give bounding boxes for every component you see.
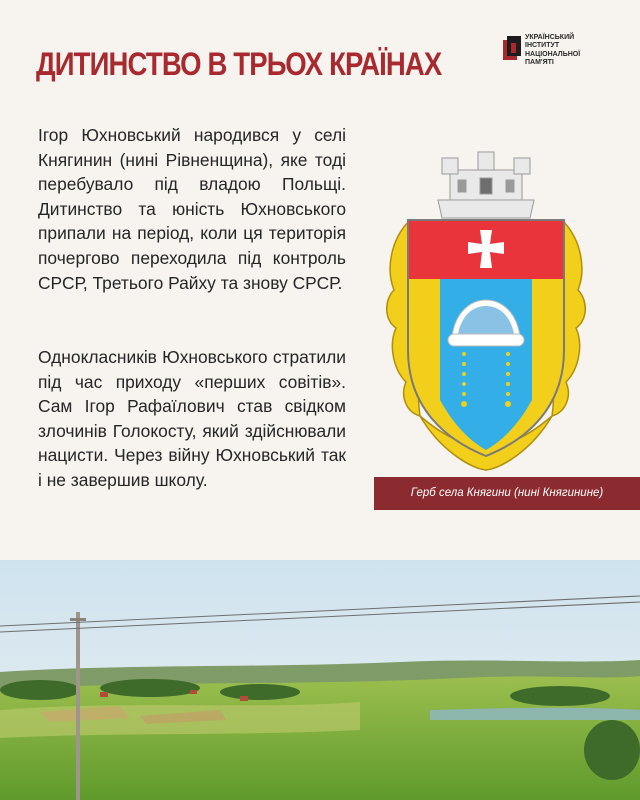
village-landscape-photo (0, 560, 640, 800)
institute-logo (503, 34, 613, 86)
logo-line: НАЦІОНАЛЬНОЇ (525, 50, 581, 58)
paragraph-war: Однокласників Юхновського стратили під час приходу «перших совітів». Сам Ігор Рафаїлович став свідком злочинів Голокосту, який здійснювали нацисти. Через війну Юхновський так і не завершив школу. (38, 347, 346, 490)
village-coat-of-arms (380, 150, 592, 472)
logo-text (525, 34, 580, 68)
page-title: ДИТИНСТВО В ТРЬОХ КРАЇНАХ (36, 46, 442, 82)
paragraph-birth: Ігор Юхновський народився у селі Княгинин (нині Рівненщина), яке тоді перебувало під владою Польщі. Дитинство та юність Юхновського припали на період, коли ця територія почергово переходила під контроль СРСР, Третього Райху та знову СРСР. (38, 125, 346, 293)
crest-crown (438, 152, 534, 218)
logo-line: ІНСТИТУТ (525, 42, 560, 50)
institute-logo-icon (503, 36, 523, 62)
crest-caption-bar (374, 477, 640, 510)
logo-line: ПАМ'ЯТІ (525, 59, 554, 67)
logo-line: УКРАЇНСЬКИЙ (525, 34, 575, 41)
crest-caption: Герб села Княгини (нині Княгинине) (410, 487, 604, 499)
power-pole (76, 612, 80, 800)
